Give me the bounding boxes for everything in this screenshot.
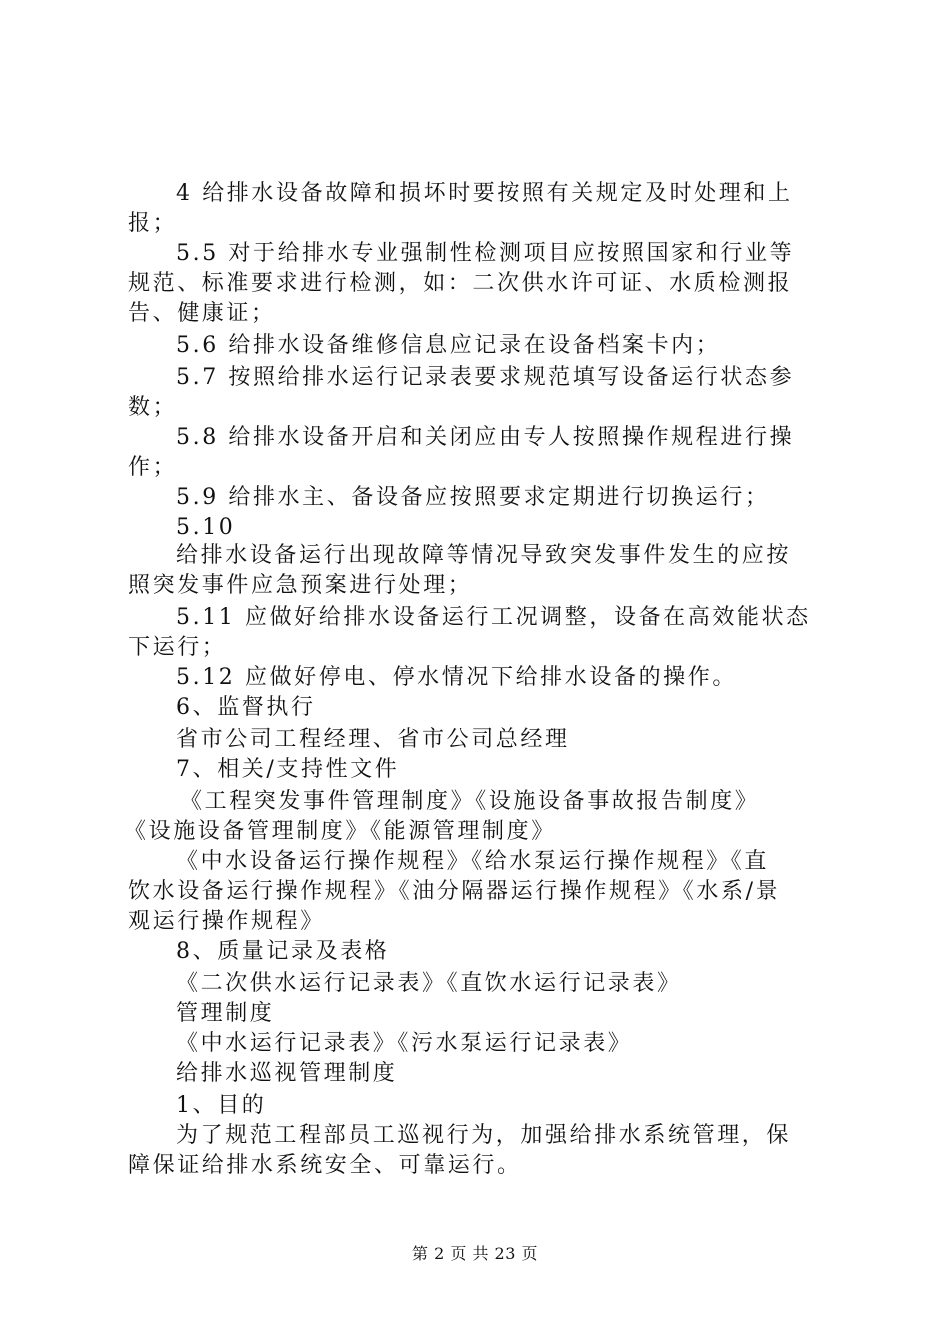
document-title: 给排水巡视管理制度 [176,1061,398,1086]
text-line: 管理制度 [176,1001,275,1026]
text-line: 5.6 给排水设备维修信息应记录在设备档案卡内； [176,333,721,358]
text-line: 作； [128,455,178,480]
text-line: 5.10 [176,515,236,540]
section-heading: 1、目的 [176,1093,267,1118]
text-line: 5.12 应做好停电、停水情况下给排水设备的操作。 [176,665,737,690]
text-line: 为了规范工程部员工巡视行为，加强给排水系统管理，保 [176,1123,792,1148]
text-line: 给排水设备运行出现故障等情况导致突发事件发生的应按 [176,543,792,568]
text-line: 下运行； [128,635,227,660]
text-line: 5.9 给排水主、备设备应按照要求定期进行切换运行； [176,485,770,510]
text-line: 5.11 应做好给排水设备运行工况调整，设备在高效能状态 [176,605,811,630]
text-line: 5.7 按照给排水运行记录表要求规范填写设备运行状态参 [176,365,795,390]
text-line: 饮水设备运行操作规程》《油分隔器运行操作规程》《水系/景 [128,879,781,904]
text-line: 数； [128,395,178,420]
text-line: 《中水运行记录表》《污水泵运行记录表》 [176,1031,633,1056]
text-line: 《中水设备运行操作规程》《给水泵运行操作规程》《直 [176,849,770,874]
section-heading: 7、相关/支持性文件 [176,757,400,782]
text-line: 告、健康证； [128,301,276,326]
text-line: 《工程突发事件管理制度》《设施设备事故报告制度》 [180,789,760,814]
text-line: 《二次供水运行记录表》《直饮水运行记录表》 [176,971,682,996]
text-line: 《设施设备管理制度》《能源管理制度》 [124,819,556,844]
text-line: 报； [128,211,178,236]
text-line: 5.8 给排水设备开启和关闭应由专人按照操作规程进行操 [176,425,795,450]
text-line: 观运行操作规程》 [128,909,325,934]
text-line: 规范、标准要求进行检测，如：二次供水许可证、水质检测报 [128,271,793,296]
text-line: 4 给排水设备故障和损坏时要按照有关规定及时处理和上 [176,181,793,206]
section-heading: 8、质量记录及表格 [176,939,390,964]
text-line: 省市公司工程经理、省市公司总经理 [176,727,570,752]
section-heading: 6、监督执行 [176,695,316,720]
page-number-footer: 第 2 页 共 23 页 [412,1244,538,1263]
text-line: 障保证给排水系统安全、可靠运行。 [128,1153,522,1178]
text-line: 5.5 对于给排水专业强制性检测项目应按照国家和行业等 [176,241,795,266]
text-line: 照突发事件应急预案进行处理； [128,573,473,598]
